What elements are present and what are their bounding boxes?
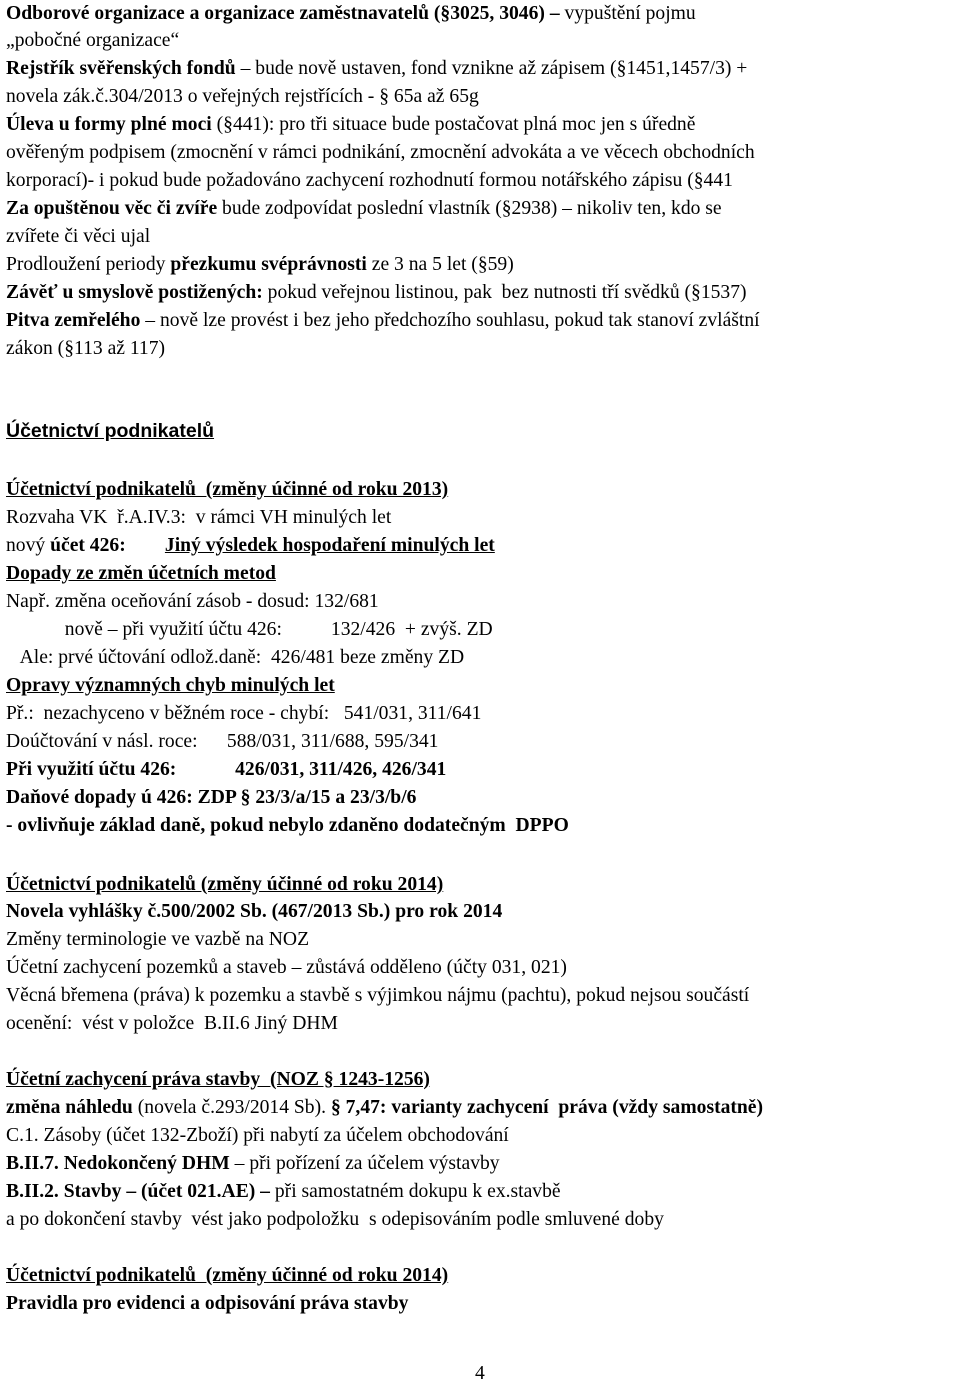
text-run: nově – při využití účtu 426: 132/426 + zvýš. ZD: [6, 619, 493, 640]
text-line: [6, 758, 446, 782]
text-line: [6, 2, 696, 26]
text-run: – bude nově ustaven, fond vznikne až zápisem (§1451,1457/3) +: [235, 58, 748, 79]
text-run: ověřeným podpisem (zmocnění v rámci podnikání, zmocnění advokáta a ve věcech obchodních: [6, 142, 755, 163]
text-run: pokud veřejnou listinou, pak bez nutnosti tří svědků (§1537): [262, 282, 747, 303]
text-line: [6, 197, 722, 221]
text-run: Účetnictví podnikatelů (změny účinné od roku 2013): [6, 479, 449, 500]
text-run: změna náhledu: [6, 1097, 133, 1118]
text-run: účet 426:: [50, 535, 126, 556]
text-line: [6, 478, 448, 502]
text-run: – při pořízení za účelem výstavby: [229, 1153, 500, 1174]
text-run: (§441): pro tři situace bude postačovat plná moc jen s úředně: [211, 114, 696, 135]
text-line: [6, 873, 443, 897]
text-run: Účetnictví podnikatelů (změny účinné od roku 2014): [6, 874, 444, 895]
text-run: Novela vyhlášky č.500/2002 Sb. (467/2013 Sb.) pro rok 2014: [6, 901, 503, 922]
text-run: - ovlivňuje základ daně, pokud nebylo zdaněno dodatečným DPPO: [6, 815, 569, 836]
text-run: Při využití účtu 426: 426/031, 311/426, 426/341: [6, 759, 447, 780]
text-line: [6, 281, 747, 305]
text-line: [6, 169, 733, 193]
text-line: [6, 928, 309, 952]
text-run: korporací)- i pokud bude požadováno zachycení rozhodnutí formou notářského zápisu (§441: [6, 170, 733, 191]
text-run: (§3025, 3046) –: [429, 3, 565, 24]
text-run: Dopady ze změn účetních metod: [6, 563, 276, 584]
text-line: [6, 1152, 500, 1176]
text-run: bude zodpovídat poslední vlastník (§2938) – nikoliv ten, kdo se: [217, 198, 722, 219]
text-line: [6, 984, 749, 1008]
text-run: a po dokončení stavby vést jako podpoložku s odepisováním podle smluvené doby: [6, 1209, 664, 1230]
text-line: [6, 674, 335, 698]
text-run: ze 3 na 5 let (§59): [366, 254, 514, 275]
text-line: [6, 141, 755, 165]
text-run: Změny terminologie ve vazbě na NOZ: [6, 929, 310, 950]
text-line: [6, 1012, 338, 1036]
text-run: Doúčtování v násl. roce: 588/031, 311/688, 595/341: [6, 731, 439, 752]
text-line: [6, 337, 165, 361]
text-line: [6, 1096, 763, 1120]
text-run: při samostatném dokupu k ex.stavbě: [269, 1181, 561, 1202]
text-line: [6, 1068, 430, 1092]
text-run: Ale: prvé účtování odlož.daně: 426/481 beze změny ZD: [6, 647, 465, 668]
text-line: [6, 618, 493, 642]
text-line: [6, 1292, 408, 1316]
text-run: § 7,47: varianty zachycení práva (vždy samostatně): [330, 1097, 764, 1118]
text-line: [6, 900, 502, 924]
text-run: Za opuštěnou věc či zvíře: [6, 198, 218, 219]
text-run: (novela č.293/2014 Sb).: [132, 1097, 331, 1118]
text-run: Úleva u formy plné moci: [6, 114, 212, 135]
text-run: „pobočné organizace“: [6, 30, 180, 51]
text-line: [6, 253, 514, 277]
text-run: Prodloužení periody: [6, 254, 171, 275]
text-run: Odborové organizace a organizace zaměstnavatelů: [6, 3, 429, 24]
text-line: [6, 956, 567, 980]
text-line: [6, 113, 695, 137]
text-run: Např. změna oceňování zásob - dosud: 132/681: [6, 591, 379, 612]
text-run: přezkumu svéprávnosti: [170, 254, 367, 275]
text-line: [6, 702, 481, 726]
text-line: [6, 1264, 448, 1288]
text-run: Pravidla pro evidenci a odpisování práva stavby: [6, 1293, 409, 1314]
text-run: Věcná břemena (práva) k pozemku a stavbě s výjimkou nájmu (pachtu), pokud nejsou součástí: [6, 985, 750, 1006]
section-heading: Účetnictví podnikatelů: [6, 420, 215, 442]
text-line: [6, 309, 760, 333]
text-run: Př.: nezachyceno v běžném roce - chybí: 541/031, 311/641: [6, 703, 482, 724]
text-line: [6, 1208, 664, 1232]
text-line: [6, 29, 179, 53]
text-line: [6, 786, 416, 810]
text-run: Rozvaha VK ř.A.IV.3: v rámci VH minulých let: [6, 507, 392, 528]
text-line: [6, 730, 438, 754]
text-run: novela zák.č.304/2013 o veřejných rejstřících - § 65a až 65g: [6, 86, 479, 107]
text-line: [6, 534, 495, 558]
text-run: Účetní zachycení práva stavby (NOZ § 1243-1256): [6, 1069, 430, 1090]
text-line: [6, 57, 747, 81]
text-run: vypuštění pojmu: [564, 3, 696, 24]
text-line: [6, 506, 391, 530]
text-line: [6, 814, 569, 838]
text-run: Účetnictví podnikatelů (změny účinné od roku 2014): [6, 1265, 449, 1286]
text-line: [6, 562, 276, 586]
text-run: ocenění: vést v položce B.II.6 Jiný DHM: [6, 1013, 338, 1034]
text-run: Opravy významných chyb minulých let: [6, 675, 335, 696]
page-number: 4: [475, 1363, 485, 1384]
text-run: Pitva zemřelého: [6, 310, 141, 331]
text-line: [6, 419, 214, 444]
text-line: [6, 1124, 509, 1148]
text-run: zákon (§113 až 117): [6, 338, 166, 359]
text-run: Účetní zachycení pozemků a staveb – zůstává odděleno (účty 031, 021): [6, 957, 567, 978]
text-run: zvířete či věci ujal: [6, 226, 151, 247]
text-run: Daňové dopady ú 426: ZDP § 23/3/a/15 a 23/3/b/6: [6, 787, 417, 808]
text-run: – nově lze provést i bez jeho předchozího souhlasu, pokud tak stanoví zvláštní: [140, 310, 760, 331]
text-line: [6, 225, 150, 249]
text-line: [6, 1180, 561, 1204]
text-line: [6, 85, 479, 109]
text-line: [6, 646, 464, 670]
text-run: nový: [6, 535, 51, 556]
text-run: Jiný výsledek hospodaření minulých let: [164, 535, 495, 556]
text-line: [6, 590, 379, 614]
text-run: B.II.2. Stavby – (účet 021.AE) –: [6, 1181, 270, 1202]
text-run: C.1. Zásoby (účet 132-Zboží) při nabytí za účelem obchodování: [6, 1125, 509, 1146]
text-run: Rejstřík svěřenských fondů: [6, 58, 236, 79]
text-run: [126, 535, 165, 556]
text-run: Závěť u smyslově postižených:: [6, 282, 263, 303]
text-run: B.II.7. Nedokončený DHM: [6, 1153, 230, 1174]
